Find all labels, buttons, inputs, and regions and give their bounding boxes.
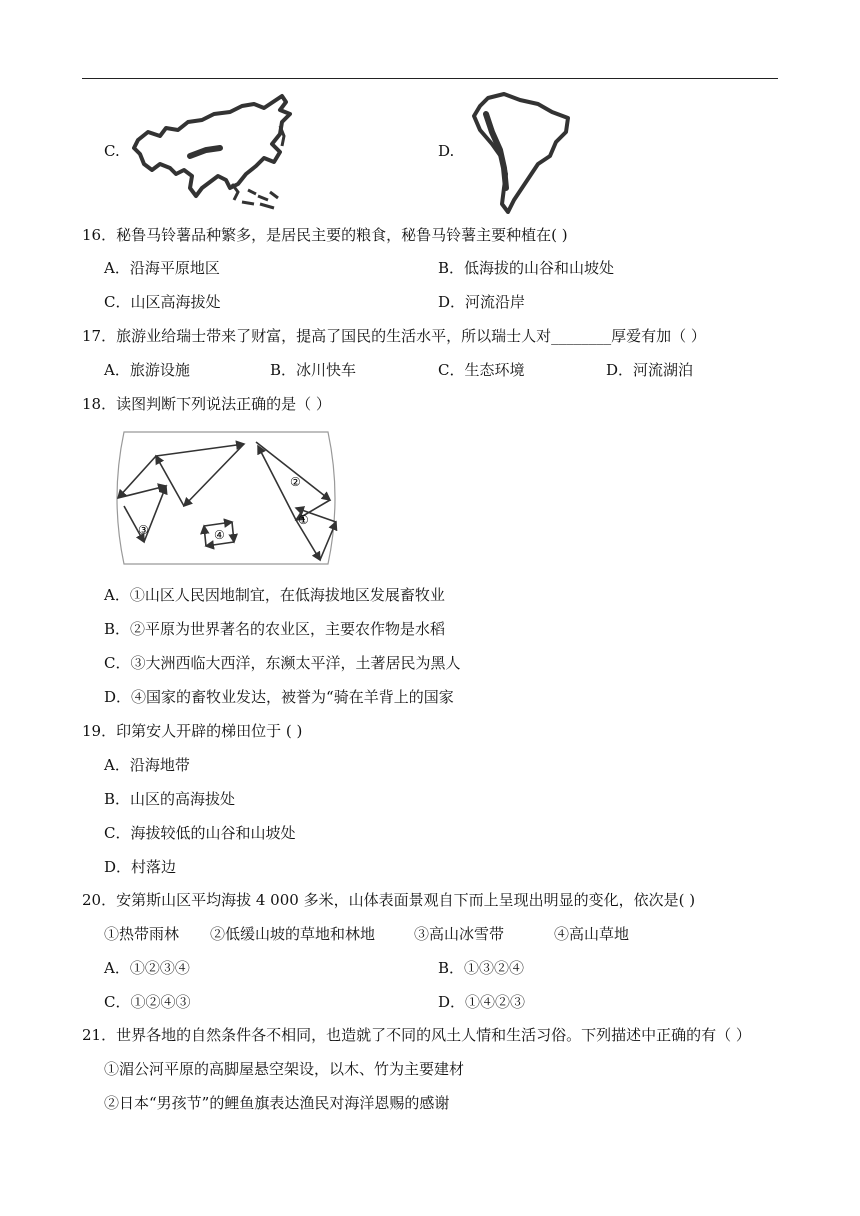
q21-stem: 21．世界各地的自然条件各不相同，也造就了不同的风土人情和生活习俗。下列描述中正确的有（ ）: [82, 1026, 751, 1044]
q16-option-d[interactable]: D．河流沿岸: [438, 293, 526, 311]
map-label-4: ④: [214, 528, 225, 542]
map-label-3: ③: [138, 523, 149, 537]
q20-option-b[interactable]: B．①③②④: [438, 959, 525, 977]
q17-option-a[interactable]: A．旅游设施: [104, 361, 190, 379]
q16-option-c[interactable]: C．山区高海拔处: [104, 293, 221, 311]
q19-option-b[interactable]: B．山区的高海拔处: [104, 790, 236, 808]
q20-option-c[interactable]: C．①②④③: [104, 993, 191, 1011]
q21-item-1: ①湄公河平原的高脚屋悬空架设，以木、竹为主要建材: [104, 1060, 465, 1078]
q17-option-d[interactable]: D．河流湖泊: [606, 361, 694, 379]
q18-option-a[interactable]: A．①山区人民因地制宜，在低海拔地区发展畜牧业: [104, 586, 445, 604]
q17-stem: 17．旅游业给瑞士带来了财富，提高了国民的生活水平，所以瑞士人对________厚爱有加（ ）: [82, 327, 706, 345]
q20-item-3: ③高山冰雪带: [414, 925, 505, 943]
q18-option-c[interactable]: C．③大洲西临大西洋，东濒太平洋，土著居民为黑人: [104, 654, 461, 672]
q16-option-b[interactable]: B．低海拔的山谷和山坡处: [438, 259, 615, 277]
q20-option-a[interactable]: A．①②③④: [104, 959, 190, 977]
q21-item-2: ②日本“男孩节”的鲤鱼旗表达渔民对海洋恩赐的感谢: [104, 1094, 450, 1112]
q18-option-d[interactable]: D．④国家的畜牧业发达，被誉为“骑在羊背上的国家: [104, 688, 454, 706]
q17-option-b[interactable]: B．冰川快车: [270, 361, 357, 379]
q15-option-c-label[interactable]: C.: [104, 142, 120, 160]
q18-stem: 18．读图判断下列说法正确的是（ ）: [82, 395, 331, 413]
header-rule: [82, 78, 778, 79]
q20-item-4: ④高山草地: [554, 925, 630, 943]
q20-item-1: ①热带雨林: [104, 925, 180, 943]
q16-option-a[interactable]: A．沿海平原地区: [104, 259, 220, 277]
q16-stem: 16．秘鲁马铃薯品种繁多，是居民主要的粮食，秘鲁马铃薯主要种植在( ): [82, 226, 568, 244]
map-label-1: ①: [298, 513, 309, 527]
q19-option-a[interactable]: A．沿海地带: [104, 756, 190, 774]
q19-stem: 19．印第安人开辟的梯田位于 ( ): [82, 722, 303, 740]
q17-option-c[interactable]: C．生态环境: [438, 361, 525, 379]
world-continents-arrow-sketch-icon: [110, 428, 342, 568]
q18-option-b[interactable]: B．②平原为世界著名的农业区，主要农作物是水稻: [104, 620, 446, 638]
q19-option-d[interactable]: D．村落边: [104, 858, 177, 876]
q20-item-2: ②低缓山坡的草地和林地: [210, 925, 376, 943]
q20-stem: 20．安第斯山区平均海拔 4 000 多米，山体表面景观自下而上呈现出明显的变化，依次是( ): [82, 891, 696, 909]
q15-option-d-label[interactable]: D.: [438, 142, 455, 160]
asia-outline-map-icon: [130, 92, 300, 214]
q19-option-c[interactable]: C．海拔较低的山谷和山坡处: [104, 824, 296, 842]
q20-option-d[interactable]: D．①④②③: [438, 993, 526, 1011]
map-label-2: ②: [290, 475, 301, 489]
south-america-outline-map-icon: [468, 92, 574, 214]
